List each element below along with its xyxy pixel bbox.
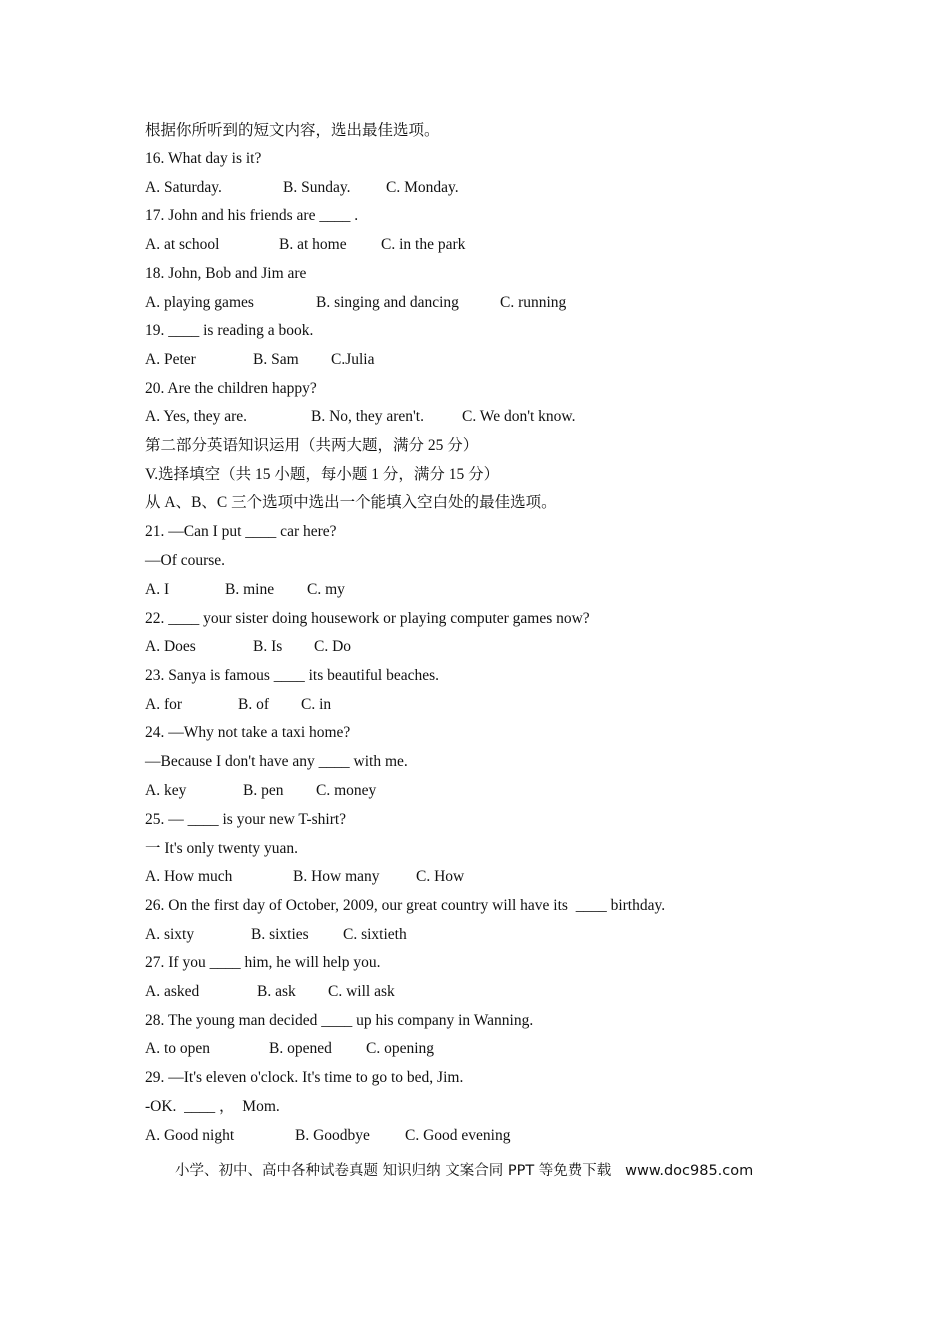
q16-option-c: C. Monday.	[386, 179, 459, 196]
q28-option-a: A. to open	[145, 1040, 211, 1057]
q26-option-c: C. sixtieth	[343, 926, 407, 943]
q17-option-b: B. at home	[279, 236, 347, 253]
q26-option-a: A. sixty	[145, 926, 195, 943]
q27-option-a: A. asked	[145, 983, 200, 1000]
q26-option-b: B. sixties	[251, 926, 309, 943]
q25-option-b: B. How many	[293, 868, 380, 885]
page-footer: 小学、初中、高中各种试卷真题 知识归纳 文案合同 PPT 等免费下载 www.doc985.com	[175, 1163, 754, 1179]
listening-instruction: 根据你所听到的短文内容，选出最佳选项。	[145, 122, 440, 139]
q16-option-a: A. Saturday.	[145, 179, 222, 196]
question-28: 28. The young man decided ____ up his company in Wanning.	[145, 1012, 534, 1029]
q29-reply: -OK. ____ ， Mom.	[145, 1098, 280, 1115]
question-17: 17. John and his friends are ____ .	[145, 207, 359, 224]
q20-option-a: A. Yes, they are.	[145, 408, 248, 425]
q22-option-a: A. Does	[145, 638, 196, 655]
q20-option-c: C. We don't know.	[462, 408, 576, 425]
q18-option-a: A. playing games	[145, 294, 254, 311]
question-22: 22. ____ your sister doing housework or playing computer games now?	[145, 610, 590, 627]
q29-option-a: A. Good night	[145, 1127, 235, 1144]
q23-option-a: A. for	[145, 696, 183, 713]
q19-option-c: C.Julia	[331, 351, 375, 368]
q22-option-b: B. Is	[253, 638, 283, 655]
question-29: 29. —It's eleven o'clock. It's time to go to bed, Jim.	[145, 1069, 464, 1086]
q29-option-b: B. Goodbye	[295, 1127, 370, 1144]
q23-option-b: B. of	[238, 696, 269, 713]
question-23: 23. Sanya is famous ____ its beautiful beaches.	[145, 667, 440, 684]
q24-option-a: A. key	[145, 782, 187, 799]
q24-option-c: C. money	[316, 782, 377, 799]
part-two-title: 第二部分英语知识运用（共两大题，满分 25 分）	[145, 437, 479, 454]
q22-option-c: C. Do	[314, 638, 352, 655]
q28-option-c: C. opening	[366, 1040, 435, 1057]
q29-option-c: C. Good evening	[405, 1127, 511, 1144]
section-five-instruction: 从 A、B、C 三个选项中选出一个能填入空白处的最佳选项。	[145, 494, 557, 511]
question-21: 21. —Can I put ____ car here?	[145, 523, 337, 540]
q23-option-c: C. in	[301, 696, 332, 713]
q17-option-c: C. in the park	[381, 236, 466, 253]
q19-option-b: B. Sam	[253, 351, 299, 368]
question-16: 16. What day is it?	[145, 150, 262, 167]
q18-option-c: C. running	[500, 294, 567, 311]
q28-option-b: B. opened	[269, 1040, 332, 1057]
q18-option-b: B. singing and dancing	[316, 294, 459, 311]
question-20: 20. Are the children happy?	[145, 380, 317, 397]
q21-reply: —Of course.	[145, 552, 226, 569]
q24-option-b: B. pen	[243, 782, 284, 799]
question-27: 27. If you ____ him, he will help you.	[145, 954, 381, 971]
q25-reply: 一 It's only twenty yuan.	[145, 840, 299, 857]
q16-option-b: B. Sunday.	[283, 179, 351, 196]
q20-option-b: B. No, they aren't.	[311, 408, 424, 425]
q21-option-b: B. mine	[225, 581, 275, 598]
q17-option-a: A. at school	[145, 236, 220, 253]
question-24: 24. —Why not take a taxi home?	[145, 724, 351, 741]
question-26: 26. On the first day of October, 2009, our great country will have its ____ birthday.	[145, 897, 666, 914]
q25-option-c: C. How	[416, 868, 465, 885]
q25-option-a: A. How much	[145, 868, 233, 885]
section-five-title: V.选择填空（共 15 小题，每小题 1 分，满分 15 分）	[145, 466, 500, 483]
question-18: 18. John, Bob and Jim are	[145, 265, 307, 282]
q21-option-c: C. my	[307, 581, 345, 598]
question-19: 19. ____ is reading a book.	[145, 322, 314, 339]
q27-option-b: B. ask	[257, 983, 296, 1000]
q24-reply: —Because I don't have any ____ with me.	[145, 753, 408, 770]
question-25: 25. — ____ is your new T-shirt?	[145, 811, 347, 828]
q19-option-a: A. Peter	[145, 351, 196, 368]
q27-option-c: C. will ask	[328, 983, 395, 1000]
q21-option-a: A. I	[145, 581, 170, 598]
